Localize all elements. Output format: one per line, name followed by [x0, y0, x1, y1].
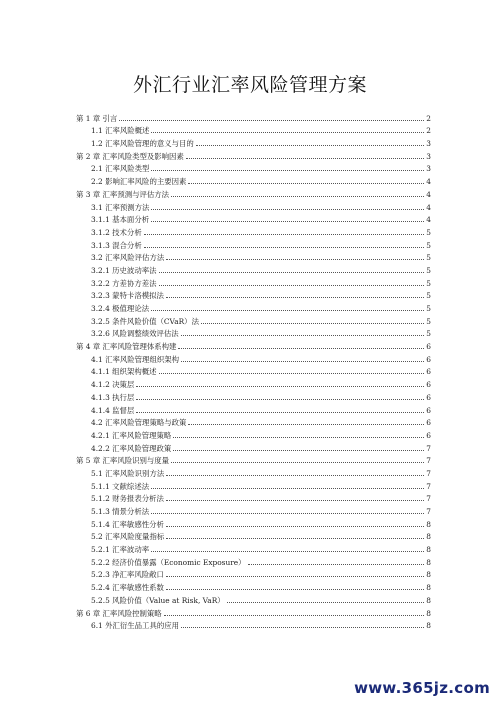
toc-entry-label: 5.2.3 净汇率风险敞口 — [91, 570, 164, 580]
toc-entry[interactable] — [76, 326, 431, 339]
toc-entry-page: 7 — [426, 456, 431, 466]
toc-entry-label: 5.1.1 文献综述法 — [91, 481, 150, 491]
toc-entry-label: 3.1.1 基本面分析 — [91, 215, 150, 225]
toc-entry-label: 2.2 影响汇率风险的主要因素 — [91, 177, 187, 187]
toc-entry-label: 5.1.4 汇率敏感性分析 — [91, 519, 164, 529]
toc-entry-page: 8 — [426, 570, 431, 580]
toc-entry-label: 5.1.3 情景分析法 — [91, 507, 150, 516]
toc-entry[interactable] — [76, 110, 431, 123]
toc-entry[interactable] — [76, 212, 431, 225]
toc-entry[interactable] — [76, 300, 431, 313]
toc-entry[interactable] — [76, 135, 431, 148]
toc-leader-dots — [181, 360, 424, 362]
toc-entry[interactable] — [76, 618, 431, 631]
toc-entry-page: 6 — [426, 367, 431, 377]
toc-leader-dots — [248, 563, 425, 565]
toc-entry-page: 7 — [426, 494, 431, 504]
toc-entry[interactable] — [76, 440, 431, 453]
toc-entry-label: 5.2 汇率风险度量指标 — [91, 532, 165, 542]
toc-entry-page: 7 — [426, 468, 431, 478]
toc-leader-dots — [151, 550, 424, 552]
toc-leader-dots — [178, 347, 424, 349]
toc-entry-label: 3.2.3 蒙特卡洛模拟法 — [91, 291, 164, 301]
toc-leader-dots — [151, 309, 424, 311]
toc-leader-dots — [159, 271, 425, 273]
toc-entry-label: 3.1.2 技术分析 — [91, 227, 142, 237]
toc-leader-dots — [166, 588, 424, 590]
toc-entry[interactable] — [76, 199, 431, 212]
toc-entry-page: 2 — [426, 126, 431, 136]
toc-entry[interactable] — [76, 288, 431, 301]
toc-entry[interactable] — [76, 529, 431, 542]
toc-entry-page: 5 — [426, 227, 431, 237]
toc-entry-page: 6 — [426, 380, 431, 390]
toc-leader-dots — [136, 411, 424, 413]
toc-leader-dots — [144, 233, 425, 235]
toc-entry-label: 3.2.5 条件风险价值（CVaR）法 — [91, 316, 199, 326]
toc-entry-label: 3.2.2 方差协方差法 — [91, 278, 157, 288]
toc-entry-page: 5 — [426, 278, 431, 288]
toc-entry-page: 4 — [426, 215, 431, 225]
toc-leader-dots — [151, 169, 424, 171]
toc-entry[interactable] — [76, 427, 431, 440]
toc-leader-dots — [136, 398, 424, 400]
toc-entry-page: 6 — [426, 392, 431, 402]
toc-entry-label: 第 5 章 汇率风险识别与度量 — [76, 456, 170, 466]
toc-entry[interactable] — [76, 503, 431, 516]
toc-leader-dots — [166, 525, 424, 527]
toc-entry-page: 5 — [426, 329, 431, 339]
toc-entry-label: 3.2.6 风险调整绩效评估法 — [91, 329, 179, 339]
toc-leader-dots — [166, 575, 424, 577]
toc-entry[interactable] — [76, 186, 431, 199]
toc-leader-dots — [151, 487, 424, 489]
document-title: 外汇行业汇率风险管理方案 — [132, 74, 367, 96]
toc-entry[interactable] — [76, 516, 431, 529]
toc-leader-dots — [186, 157, 424, 159]
toc-entry[interactable] — [76, 605, 431, 618]
toc-leader-dots — [166, 296, 424, 298]
toc-entry[interactable] — [76, 237, 431, 250]
toc-leader-dots — [166, 258, 424, 260]
toc-leader-dots — [181, 334, 425, 336]
toc-leader-dots — [144, 246, 425, 248]
toc-entry-label: 第 4 章 汇率风险管理体系构建 — [76, 342, 177, 352]
toc-entry-page: 8 — [426, 583, 431, 593]
toc-entry-page: 6 — [426, 405, 431, 415]
toc-entry-page: 6 — [426, 342, 431, 352]
toc-entry-label: 4.1 汇率风险管理组织架构 — [91, 354, 180, 364]
toc-entry-label: 4.1.1 组织架构概述 — [91, 367, 157, 377]
toc-leader-dots — [151, 220, 424, 222]
toc-leader-dots — [151, 208, 424, 210]
toc-entry-label: 5.1 汇率风险识别方法 — [91, 468, 165, 478]
toc-entry-page: 5 — [426, 240, 431, 250]
toc-entry[interactable] — [76, 567, 431, 580]
toc-entry-page: 8 — [426, 519, 431, 529]
toc-entry[interactable] — [76, 592, 431, 605]
toc-leader-dots — [227, 601, 425, 603]
toc-entry-label: 3.2.4 极值理论法 — [91, 304, 150, 313]
toc-entry-label: 5.2.5 风险价值（Value at Risk, VaR） — [91, 595, 225, 605]
toc-entry-page: 3 — [426, 164, 431, 174]
toc-entry-page: 8 — [426, 545, 431, 555]
toc-entry[interactable] — [76, 478, 431, 491]
toc-entry[interactable] — [76, 250, 431, 263]
toc-entry-page: 7 — [426, 481, 431, 491]
toc-leader-dots — [173, 449, 424, 451]
toc-leader-dots — [166, 499, 424, 501]
toc-entry[interactable] — [76, 554, 431, 567]
toc-entry-label: 3.1.3 混合分析 — [91, 240, 142, 250]
toc-leader-dots — [166, 474, 424, 476]
toc-entry-page: 5 — [426, 253, 431, 263]
toc-entry-label: 5.1.2 财务报表分析法 — [91, 494, 164, 504]
toc-entry-label: 4.1.2 决策层 — [91, 380, 135, 390]
toc-entry[interactable] — [76, 173, 431, 186]
toc-leader-dots — [136, 385, 424, 387]
toc-entry-label: 3.2 汇率风险评估方法 — [91, 253, 165, 263]
toc-entry[interactable] — [76, 465, 431, 478]
toc-entry-label: 4.1.4 监督层 — [91, 405, 135, 415]
toc-entry-page: 8 — [426, 557, 431, 567]
toc-entry[interactable] — [76, 148, 431, 161]
toc-entry-page: 4 — [426, 202, 431, 212]
toc-entry-label: 6.1 外汇衍生品工具的应用 — [91, 621, 180, 631]
toc-entry-page: 3 — [426, 151, 431, 161]
toc-entry-page: 5 — [426, 316, 431, 326]
toc-entry-page: 6 — [426, 354, 431, 364]
toc-entry-label: 4.1.3 执行层 — [91, 392, 135, 402]
toc-leader-dots — [119, 119, 424, 121]
toc-entry-label: 第 6 章 汇率风险控制策略 — [76, 608, 162, 618]
toc-entry-page: 2 — [426, 113, 431, 123]
toc-entry[interactable] — [76, 402, 431, 415]
toc-entry-page: 7 — [426, 443, 431, 453]
toc-entry-label: 2.1 汇率风险类型 — [91, 164, 150, 174]
toc-entry[interactable] — [76, 275, 431, 288]
toc-entry-page: 5 — [426, 304, 431, 313]
toc-leader-dots — [188, 182, 424, 184]
toc-leader-dots — [173, 436, 424, 438]
watermark: www.365jz.com — [354, 679, 490, 697]
toc-entry-label: 4.2.2 汇率风险管理政策 — [91, 443, 172, 453]
toc-entry[interactable] — [76, 313, 431, 326]
toc-entry[interactable] — [76, 224, 431, 237]
toc-entry-page: 3 — [426, 139, 431, 149]
toc-entry[interactable] — [76, 491, 431, 504]
toc-leader-dots — [151, 512, 424, 514]
toc-leader-dots — [181, 626, 424, 628]
toc-leader-dots — [151, 131, 424, 133]
toc-entry-label: 3.2.1 历史波动率法 — [91, 265, 157, 275]
toc-entry[interactable] — [76, 123, 431, 136]
toc-leader-dots — [159, 372, 425, 374]
toc-entry[interactable] — [76, 364, 431, 377]
toc-entry-page: 8 — [426, 595, 431, 605]
toc-entry-label: 1.1 汇率风险概述 — [91, 126, 150, 136]
toc-leader-dots — [164, 614, 425, 616]
toc-leader-dots — [159, 284, 425, 286]
toc-entry[interactable] — [76, 389, 431, 402]
toc-entry-label: 第 2 章 汇率风险类型及影响因素 — [76, 151, 184, 161]
toc-entry-label: 5.2.2 经济价值暴露（Economic Exposure） — [91, 557, 246, 567]
toc-entry-page: 4 — [426, 189, 431, 199]
toc-entry-label: 5.2.4 汇率敏感性系数 — [91, 583, 164, 593]
toc-entry-page: 8 — [426, 608, 431, 618]
toc-entry-label: 第 3 章 汇率预测与评估方法 — [76, 189, 170, 199]
toc-entry-page: 6 — [426, 418, 431, 428]
toc-entry-page: 5 — [426, 291, 431, 301]
toc-entry[interactable] — [76, 579, 431, 592]
toc-entry[interactable] — [76, 376, 431, 389]
toc-leader-dots — [166, 537, 424, 539]
toc-leader-dots — [171, 461, 424, 463]
toc-entry-label: 4.2.1 汇率风险管理策略 — [91, 430, 172, 440]
toc-entry[interactable] — [76, 415, 431, 428]
toc-entry-label: 3.1 汇率预测方法 — [91, 202, 150, 212]
toc-entry[interactable] — [76, 541, 431, 554]
toc-entry-page: 4 — [426, 177, 431, 187]
toc-entry-label: 1.2 汇率风险管理的意义与目的 — [91, 139, 194, 149]
toc-entry-page: 7 — [426, 507, 431, 516]
toc-entry-page: 5 — [426, 265, 431, 275]
toc-entry-label: 4.2 汇率风险管理策略与政策 — [91, 418, 187, 428]
toc-entry-page: 8 — [426, 532, 431, 542]
toc-entry[interactable] — [76, 453, 431, 466]
toc-leader-dots — [201, 322, 424, 324]
toc-entry-page: 6 — [426, 430, 431, 440]
toc-entry[interactable] — [76, 338, 431, 351]
toc-entry-page: 8 — [426, 621, 431, 631]
toc-entry-label: 第 1 章 引言 — [76, 113, 118, 123]
toc-leader-dots — [171, 195, 424, 197]
toc-entry[interactable] — [76, 262, 431, 275]
toc-entry[interactable] — [76, 161, 431, 174]
toc-leader-dots — [188, 423, 424, 425]
table-of-contents — [76, 110, 431, 630]
toc-entry[interactable] — [76, 351, 431, 364]
toc-entry-label: 5.2.1 汇率波动率 — [91, 545, 150, 555]
toc-leader-dots — [196, 144, 425, 146]
